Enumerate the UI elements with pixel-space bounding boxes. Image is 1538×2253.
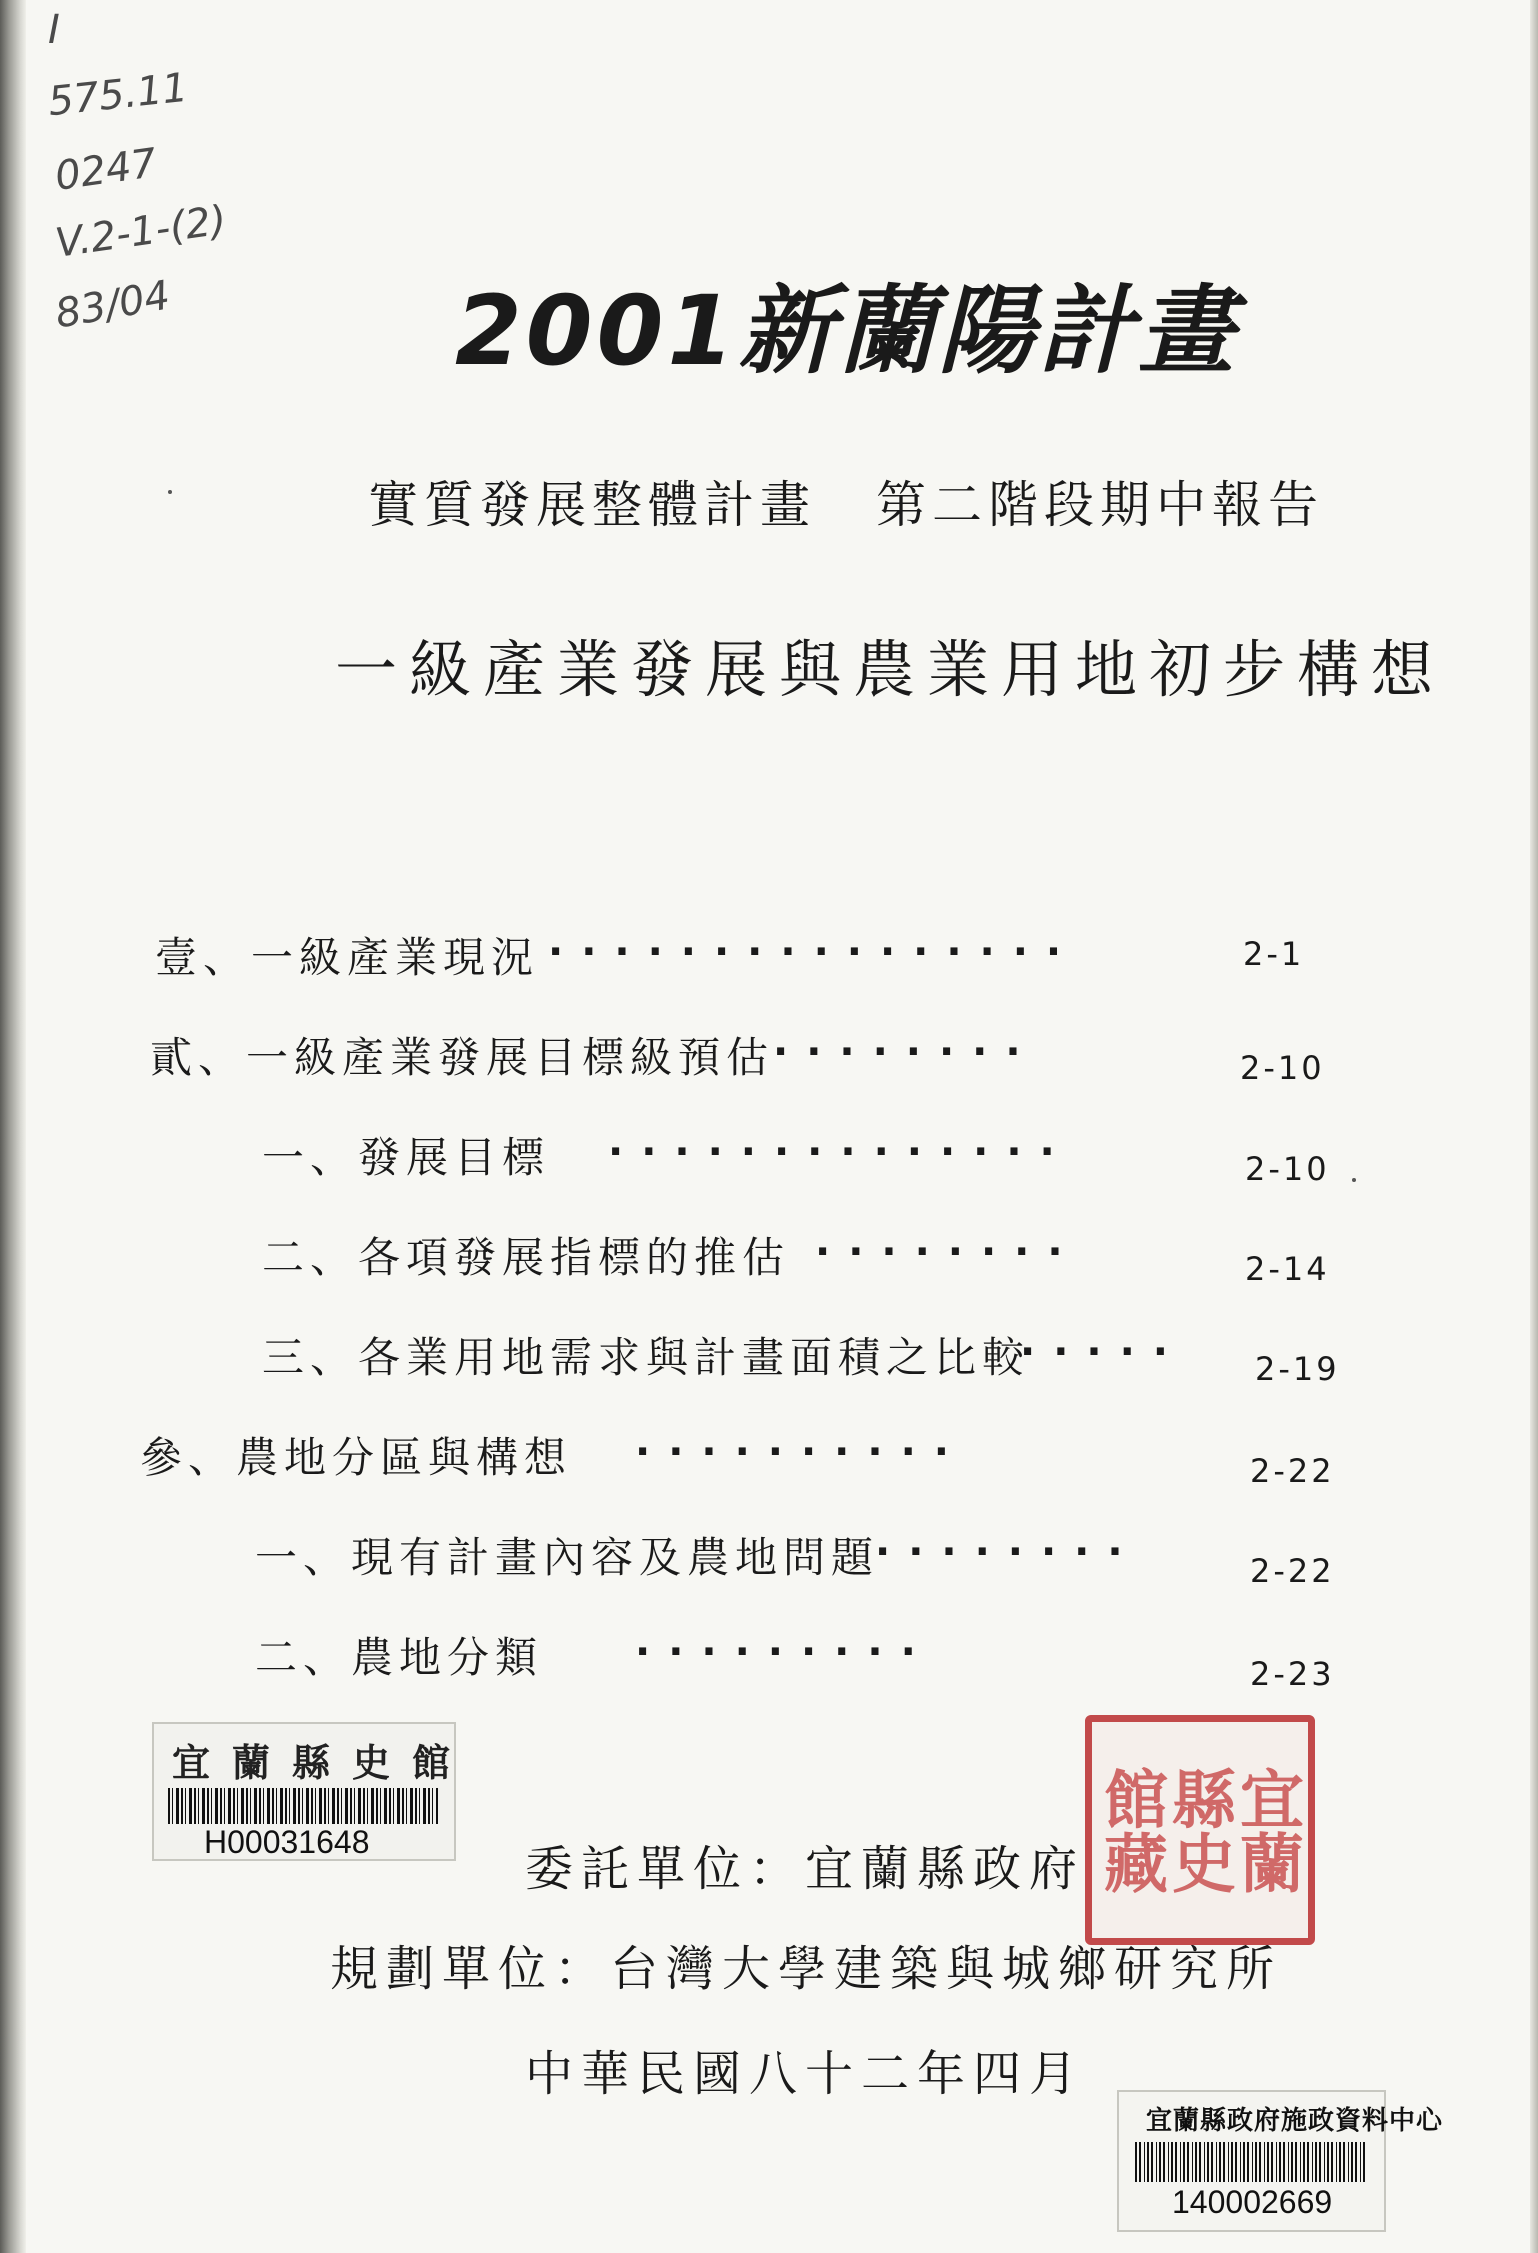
toc-page-number: 2-22 bbox=[1250, 1452, 1335, 1490]
toc-entry bbox=[0, 919, 1538, 985]
handwritten-volume: V.2-1-(2) bbox=[52, 197, 230, 267]
toc-leader-dots: .............. bbox=[608, 1119, 1073, 1165]
toc-entry-text: 壹、一級產業現況 bbox=[155, 933, 540, 982]
toc-entry-text: 一、發展目標 bbox=[262, 1133, 551, 1182]
toc-entry bbox=[0, 1419, 1538, 1490]
toc-entry bbox=[0, 1119, 1538, 1188]
toc-page-number: 2-22 bbox=[1250, 1552, 1335, 1590]
library-name: 宜蘭縣史館 bbox=[172, 1740, 473, 1785]
toc-entry-text: 三、各業用地需求與計畫面積之比較 bbox=[262, 1333, 1031, 1382]
toc-entry-text: 一、現有計畫內容及農地問題 bbox=[255, 1533, 880, 1582]
document-title: 2001新蘭陽計畫 bbox=[455, 275, 1239, 387]
toc-leader-dots: ......... bbox=[635, 1619, 934, 1665]
toc-entry bbox=[0, 1619, 1538, 1693]
toc-leader-dots: ..... bbox=[1020, 1319, 1186, 1365]
handwritten-author-code: 0247 bbox=[52, 140, 160, 200]
toc-leader-dots: ........ bbox=[815, 1219, 1081, 1265]
archive-barcode-label bbox=[1117, 2090, 1444, 2232]
handwritten-call-number: 575.11 bbox=[45, 64, 190, 126]
archive-name: 宜蘭縣政府施政資料中心 bbox=[1146, 2106, 1444, 2136]
seal-column: 縣史 bbox=[1161, 1766, 1236, 1894]
toc-page-number: 2-14 bbox=[1245, 1250, 1330, 1288]
barcode bbox=[168, 1788, 438, 1824]
toc-entry-text: 二、各項發展指標的推估 bbox=[262, 1233, 791, 1282]
toc-entry-text: 參、農地分區與構想 bbox=[140, 1433, 573, 1482]
toc-leader-dots: .......... bbox=[635, 1419, 967, 1465]
toc-leader-dots: ........ bbox=[773, 1019, 1039, 1065]
publication-date: 中華民國八十二年四月 bbox=[525, 2046, 1086, 2102]
handwritten-date: 83/04 bbox=[51, 272, 174, 338]
library-seal-stamp bbox=[1085, 1715, 1315, 1945]
commissioning-agency: 委託單位：宜蘭縣政府 bbox=[525, 1841, 1086, 1897]
subtitle-report: 第二階段期中報告 bbox=[876, 476, 1324, 534]
toc-page-number: 2-23 bbox=[1250, 1655, 1335, 1693]
paper-speck bbox=[168, 490, 172, 494]
toc-page-number: 2-19 bbox=[1255, 1350, 1340, 1388]
toc-entry bbox=[0, 1319, 1538, 1388]
toc-entry bbox=[0, 1519, 1538, 1590]
toc-entry bbox=[0, 1019, 1538, 1087]
seal-column: 宜蘭 bbox=[1229, 1766, 1304, 1894]
toc-entry bbox=[0, 1219, 1538, 1288]
toc-leader-dots: ........ bbox=[875, 1519, 1141, 1565]
library-barcode-number: H00031648 bbox=[204, 1824, 370, 1860]
library-barcode-label bbox=[152, 1722, 473, 1861]
paper-speck bbox=[1352, 1178, 1356, 1182]
handwritten-class-mark: I bbox=[48, 7, 60, 53]
toc-page-number: 2-10 bbox=[1245, 1150, 1330, 1188]
toc-entry-text: 二、農地分類 bbox=[255, 1633, 544, 1682]
archive-barcode-number: 140002669 bbox=[1172, 2184, 1333, 2220]
toc-page-number: 2-1 bbox=[1243, 935, 1305, 973]
toc-entry-text: 貳、一級產業發展目標級預估 bbox=[150, 1033, 775, 1082]
subtitle-plan: 實質發展整體計畫 bbox=[368, 476, 816, 534]
document-subtitle bbox=[368, 465, 1324, 537]
toc-page-number: 2-10 bbox=[1240, 1049, 1325, 1087]
document-topic: 一級產業發展與農業用地初步構想 bbox=[335, 633, 1446, 706]
seal-column: 館藏 bbox=[1093, 1766, 1168, 1894]
planning-agency: 規劃單位：台灣大學建築與城鄉研究所 bbox=[330, 1941, 1283, 1997]
toc-leader-dots: ................ bbox=[548, 919, 1080, 965]
barcode bbox=[1135, 2142, 1367, 2182]
